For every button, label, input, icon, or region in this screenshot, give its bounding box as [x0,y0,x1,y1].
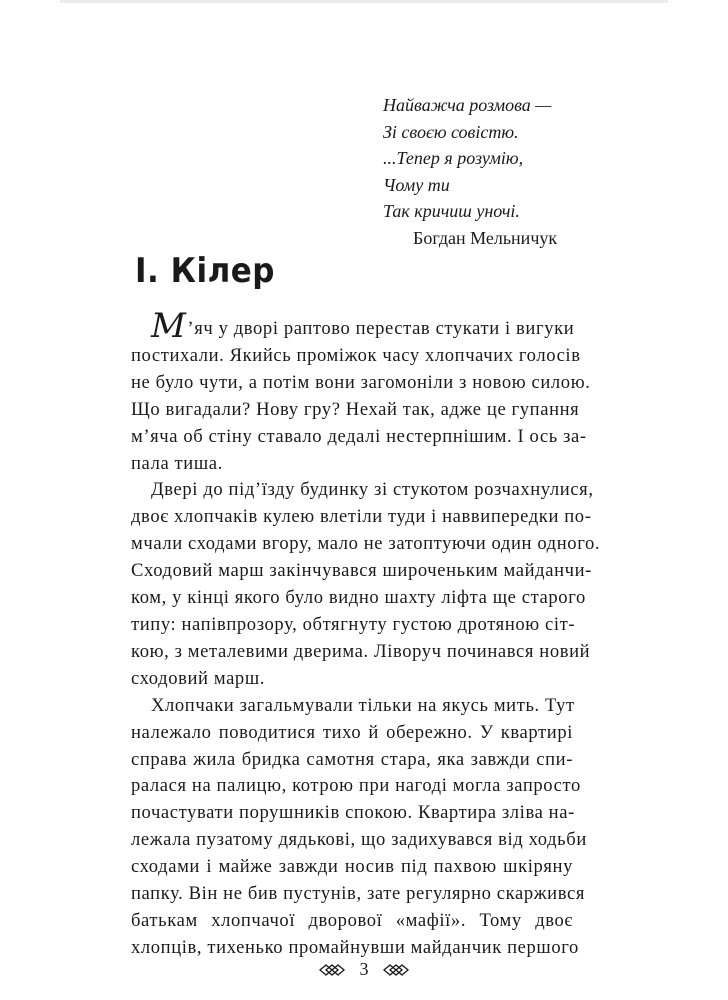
page-footer [0,958,728,980]
text-line: не було чути, а потім вони загомоніли з новою силою. [131,371,591,393]
chapter-title: І. Кілер [135,252,275,291]
text-line-content: ’яч у дворі раптово перестав стукати і вигуки [187,318,575,339]
text-line: Хлопчаки загальмували тільки на якусь мить. Тут [151,694,575,716]
paragraph [131,477,601,692]
epigraph-line: ...Тепер я розумію, [383,148,524,168]
dropcap: М [151,306,187,346]
text-line: двоє хлопчаків кулею влетіли туди і наввипередки по- [131,506,592,528]
page-top-edge [60,0,668,3]
text-line: ралася на палицю, котрою при нагоді могла запросто [131,775,581,797]
text-line [131,306,575,346]
text-line: типу: напівпрозору, обтягнуту густою дротяною сіт- [131,613,576,635]
text-line: кою, з металевими дверима. Ліворуч починався новий [131,640,591,662]
epigraph-line: Так кричиш уночі. [383,201,520,221]
text-line: ком, у кінці якого було видно шахту ліфта ще старого [131,587,586,609]
epigraph-line: Зі своєю совістю. [383,121,519,142]
text-line: належало поводитися тихо й обережно. У квартирі [131,721,573,743]
text-line: мчали сходами вгору, мало не затоптуючи один одного. [131,533,601,555]
page-number: 3 [359,959,369,980]
body-text [131,306,601,962]
text-line: лежала пузатому дядькові, що задихувався від ходьби [131,829,587,851]
text-line: хлопців, тихенько промайнувши майданчик першого [131,936,579,958]
text-line: Що вигадали? Нову гру? Нехай так, адже це гупання [131,398,580,420]
text-line: Сходовий марш закінчувався широченьким майданчи- [131,560,592,582]
text-line: батькам хлопчачої дворової «мафії». Тому двоє [131,909,573,931]
epigraph-line: Найважча розмова — [383,95,552,115]
paragraph [131,306,591,477]
text-line: сходами і майже завжди носив під пахвою шкіряну [131,856,573,878]
text-line: справа жила бридка самотня стара, яка завжди спи- [131,748,573,770]
epigraph-line: Чому ти [383,174,450,195]
text-line: сходовий марш. [131,667,265,689]
text-line: почастувати порушників спокою. Квартира зліва на- [131,802,575,824]
ornament-knot-icon [383,963,409,977]
text-line: папку. Він не бив пустунів, зате регулярно скаржився [131,883,585,905]
epigraph-author: Богдан Мельничук [413,227,558,248]
epigraph [383,92,643,251]
text-line: пала тиша. [131,452,223,474]
ornament-knot-icon [319,963,345,977]
text-line: Двері до під’їзду будинку зі стукотом розчахнулися, [151,479,594,501]
paragraph [131,693,587,962]
text-line: постихали. Якийсь проміжок часу хлопчачих голосів [131,344,581,366]
text-line: м’яча об стіну ставало дедалі нестерпнішим. І ось за- [131,425,587,447]
